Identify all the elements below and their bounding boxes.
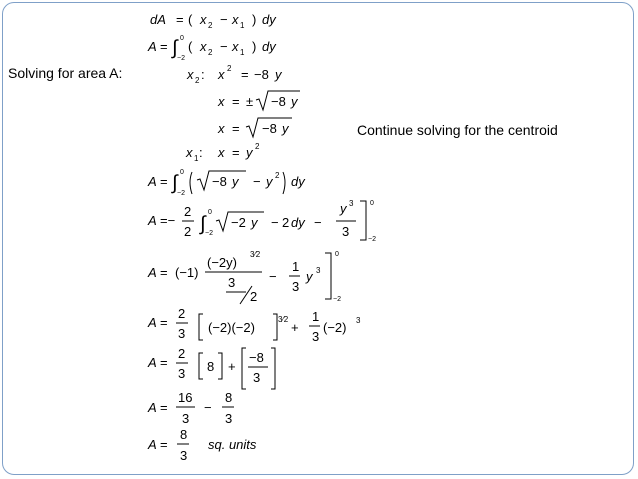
svg-text:3: 3 (253, 370, 261, 385)
svg-text:=: = (160, 400, 168, 415)
svg-text:x: x (232, 39, 239, 54)
svg-text:0: 0 (370, 200, 374, 207)
svg-text:2: 2 (195, 76, 200, 85)
eq-line-11 (147, 346, 275, 389)
eq-line-7 (147, 169, 306, 197)
svg-text:∫: ∫ (200, 213, 206, 235)
svg-text:2: 2 (178, 346, 186, 361)
svg-text:−2: −2 (177, 190, 185, 197)
svg-text:y: y (340, 201, 347, 216)
svg-text:dy: dy (291, 215, 305, 230)
svg-text:0: 0 (180, 35, 184, 42)
svg-text:y: y (291, 94, 298, 109)
svg-text:3: 3 (316, 266, 321, 275)
svg-text:0: 0 (180, 169, 184, 176)
svg-text:y: y (246, 145, 253, 160)
svg-text:8: 8 (225, 390, 233, 405)
svg-text:x: x (218, 67, 225, 82)
svg-text:2: 2 (282, 215, 290, 230)
svg-text:y: y (266, 174, 273, 189)
svg-text:x: x (232, 12, 239, 27)
svg-text:x: x (186, 145, 193, 160)
svg-text:2: 2 (208, 21, 213, 30)
eq-line-2 (147, 35, 277, 62)
svg-text:−2: −2 (231, 215, 246, 230)
svg-text:): ) (252, 12, 257, 27)
eq-line-1 (150, 12, 277, 30)
svg-text:=: = (160, 265, 168, 280)
svg-text:A: A (148, 315, 157, 330)
svg-text:∫: ∫ (172, 37, 178, 59)
svg-text:2: 2 (250, 289, 258, 304)
svg-text:dy: dy (262, 39, 276, 54)
svg-text:1: 1 (312, 309, 320, 324)
svg-text:16: 16 (178, 390, 193, 405)
svg-text:−: − (269, 269, 277, 284)
svg-text:=: = (232, 145, 240, 160)
svg-text:+: + (228, 359, 236, 374)
svg-text:A: A (148, 265, 157, 280)
svg-text:dy: dy (291, 174, 305, 189)
svg-text:y: y (282, 121, 289, 136)
eq-line-6 (185, 142, 260, 163)
svg-text:−2: −2 (368, 236, 376, 243)
svg-text::: : (201, 67, 205, 82)
svg-text:3: 3 (356, 316, 361, 325)
svg-text:−: − (271, 215, 279, 230)
svg-text:=: = (160, 174, 168, 189)
eq-line-8 (147, 199, 376, 243)
svg-text:3: 3 (342, 224, 350, 239)
svg-text:3: 3 (225, 411, 233, 426)
svg-text::: : (199, 145, 203, 160)
svg-text:=: = (176, 12, 184, 27)
svg-text:dy: dy (262, 12, 276, 27)
svg-text:2: 2 (184, 204, 192, 219)
svg-text:): ) (252, 39, 257, 54)
svg-text:=: = (160, 315, 168, 330)
svg-text:8: 8 (207, 359, 215, 374)
eq-line-4 (217, 91, 300, 110)
svg-text:∫: ∫ (172, 172, 178, 194)
eq-line-12 (147, 390, 234, 426)
svg-text:−2: −2 (177, 55, 185, 62)
svg-text:=−: =− (160, 213, 176, 228)
svg-text:2: 2 (227, 64, 232, 73)
svg-text:(: ( (188, 39, 193, 54)
eq-line-10 (147, 306, 361, 344)
svg-text:A: A (148, 213, 157, 228)
svg-text:A: A (148, 437, 157, 452)
svg-text:−2: −2 (333, 296, 341, 303)
svg-text:−: − (220, 39, 228, 54)
svg-text:x: x (187, 67, 194, 82)
svg-text:sq. units: sq. units (208, 437, 257, 452)
svg-text:−: − (253, 174, 261, 189)
svg-text:y: y (306, 269, 313, 284)
svg-text:y: y (251, 215, 258, 230)
svg-text:A: A (148, 39, 157, 54)
svg-text:A: A (148, 174, 157, 189)
svg-text:−8: −8 (254, 67, 269, 82)
svg-text:=: = (160, 437, 168, 452)
svg-text:(−2y): (−2y) (207, 255, 237, 270)
eq-line-3 (186, 64, 283, 85)
svg-text:±: ± (246, 94, 254, 109)
svg-text:3: 3 (292, 279, 300, 294)
svg-text:x: x (218, 94, 225, 109)
svg-text:x: x (218, 145, 225, 160)
svg-text:8: 8 (180, 427, 188, 442)
svg-text:x: x (200, 39, 207, 54)
svg-text:(−2)(−2): (−2)(−2) (208, 320, 255, 335)
svg-text:x: x (218, 121, 225, 136)
svg-text:−: − (220, 12, 228, 27)
svg-text:3: 3 (180, 448, 188, 463)
svg-text:1: 1 (240, 21, 245, 30)
solving-area-label: Solving for area A: (8, 65, 123, 81)
svg-text:=: = (232, 121, 240, 136)
svg-text:−8: −8 (271, 94, 286, 109)
svg-text:3⁄2: 3⁄2 (278, 315, 289, 324)
continue-centroid-label: Continue solving for the centroid (357, 122, 558, 138)
svg-text:x: x (200, 12, 207, 27)
svg-text:−: − (314, 215, 322, 230)
svg-text:=: = (160, 39, 168, 54)
svg-text:2: 2 (184, 224, 192, 239)
svg-text:1: 1 (194, 154, 199, 163)
svg-text:2: 2 (178, 306, 186, 321)
svg-text:3: 3 (312, 329, 320, 344)
svg-text:0: 0 (208, 209, 212, 216)
svg-text:(−2): (−2) (323, 320, 347, 335)
svg-text:=: = (241, 67, 249, 82)
svg-text:1: 1 (292, 259, 300, 274)
svg-text:+: + (291, 320, 299, 335)
svg-text:(: ( (188, 12, 193, 27)
eq-line-13 (147, 427, 257, 463)
svg-text:3: 3 (228, 275, 236, 290)
svg-text:−8: −8 (212, 174, 227, 189)
svg-text:3⁄2: 3⁄2 (250, 250, 261, 259)
svg-text:2: 2 (275, 171, 280, 180)
svg-text:y: y (275, 67, 282, 82)
svg-text:(−1): (−1) (175, 265, 199, 280)
svg-text:3: 3 (178, 326, 186, 341)
svg-text:=: = (232, 94, 240, 109)
svg-text:−8: −8 (249, 350, 264, 365)
svg-text:3: 3 (178, 366, 186, 381)
eq-line-5 (217, 118, 292, 137)
svg-text:A: A (148, 355, 157, 370)
svg-text:−: − (204, 400, 212, 415)
svg-text:3: 3 (182, 411, 190, 426)
svg-text:−2: −2 (205, 230, 213, 237)
svg-text:2: 2 (255, 142, 260, 151)
svg-text:dA: dA (150, 12, 166, 27)
svg-text:3: 3 (349, 199, 354, 208)
eq-line-9 (147, 250, 341, 304)
svg-text:y: y (232, 174, 239, 189)
svg-text:2: 2 (208, 48, 213, 57)
svg-text:=: = (160, 355, 168, 370)
svg-text:0: 0 (335, 251, 339, 258)
svg-text:1: 1 (240, 48, 245, 57)
svg-text:A: A (148, 400, 157, 415)
svg-text:−8: −8 (262, 121, 277, 136)
